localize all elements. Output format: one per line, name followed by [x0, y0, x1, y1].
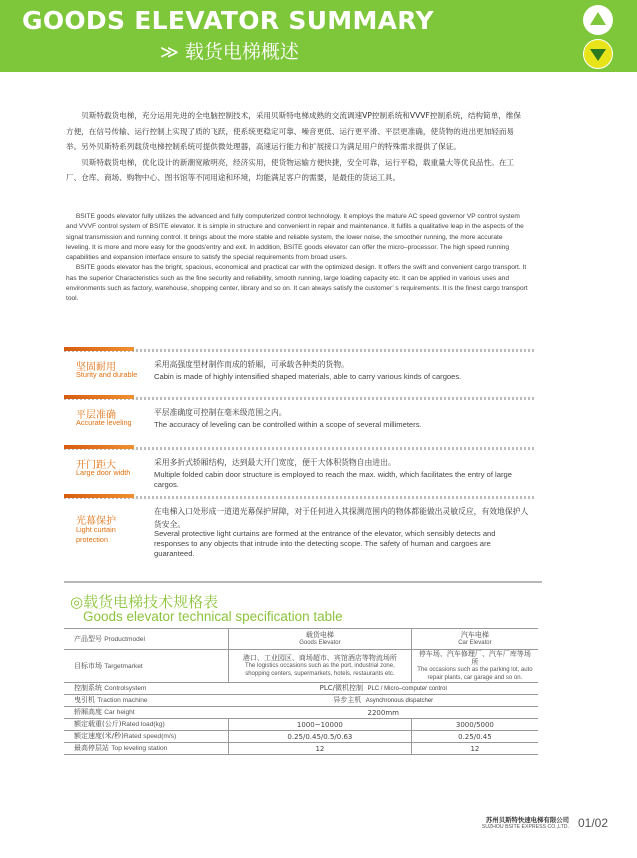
feature-title-cn: 开门距大	[76, 460, 116, 471]
row-label: 曳引机 Traction machine	[64, 695, 229, 707]
table-cell: 1000~10000	[229, 719, 412, 731]
feature-desc-cn: 采用高强度型材制作而成的轿厢，可承载各种类的货物。	[154, 360, 349, 369]
table-row	[64, 683, 538, 695]
spec-title-en: Goods elevator technical specification table	[83, 609, 343, 624]
feature-title-en: Accurate leveling	[76, 418, 132, 427]
chevron-right-icon: ≫	[160, 42, 179, 63]
row-label: 目标市场 Targetmarket	[64, 650, 229, 683]
arrow-up-icon	[590, 12, 606, 25]
table-cell: 0.25/0.45/0.5/0.63	[229, 731, 412, 743]
feature-title-cn: 光幕保护	[76, 516, 116, 527]
page-number: 01/02	[578, 816, 609, 830]
feature-title-en: Large door width	[76, 468, 131, 477]
table-row	[64, 719, 538, 731]
feature-desc-cn: 平层准确度可控制在毫米级范围之内。	[154, 408, 287, 417]
page-header	[0, 0, 637, 72]
row-label: 控制系统 Controlsystem	[64, 683, 229, 695]
feature-title-en: Light curtain protection	[76, 525, 116, 544]
feature-accent-bar	[64, 395, 134, 399]
feature-title-cn: 坚固耐用	[76, 362, 116, 373]
feature-light-curtain	[64, 496, 534, 560]
table-cell: 停车场、汽车修理厂、汽车厂库等场所 The occasions such as the parking lot, auto repair plants, car garage and so on.	[411, 650, 538, 683]
table-row	[64, 707, 538, 719]
company-name-cn: 苏州贝斯特快速电梯有限公司	[485, 816, 569, 824]
company-info	[467, 815, 569, 830]
intro-chinese	[66, 108, 526, 186]
feature-title-en: Sturity and durable	[76, 370, 138, 379]
table-row	[64, 731, 538, 743]
page-title: GOODS ELEVATOR SUMMARY	[22, 6, 434, 35]
company-name-en: SUZHOU BSITE EXPRESS CO.,LTD.	[481, 824, 569, 830]
feature-title-cn: 平层准确	[76, 410, 116, 421]
table-cell: 12	[229, 743, 412, 755]
feature-accent-bar	[64, 445, 134, 449]
row-label: 轿厢高度 Car height	[64, 707, 229, 719]
table-cell: 异步主机 Asynchronous dispatcher	[229, 695, 539, 707]
table-cell: 0.25/0.45	[411, 731, 538, 743]
table-cell: 2200mm	[229, 707, 539, 719]
feature-divider	[64, 496, 534, 499]
feature-sturdy	[64, 349, 534, 399]
feature-divider	[64, 397, 534, 400]
row-label: 额定速度(米/秒)Rated speed(m/s)	[64, 731, 229, 743]
feature-divider	[64, 349, 534, 352]
feature-desc-cn: 在电梯入口处形成一道道光幕保护屏障，对于任何进入其探测范围内的物体都能做出灵敏反应，有效地保护人货安全。	[154, 507, 529, 529]
feature-door-width	[64, 447, 534, 497]
page-subtitle	[160, 37, 299, 64]
previous-page-button[interactable]	[583, 5, 613, 35]
table-cell: 汽车电梯 Car Elevator	[411, 629, 538, 650]
feature-accent-bar	[64, 347, 134, 351]
table-row	[64, 695, 538, 707]
row-label: 最高停层站 Top leveling station	[64, 743, 229, 755]
table-row	[64, 629, 538, 650]
row-label: 额定载重(公斤)Rated load(kg)	[64, 719, 229, 731]
table-cell: 载货电梯 Goods Elevator	[229, 629, 412, 650]
feature-desc-en: Several protective light curtains are formed at the entrance of the elevator, which sensibly detects and responses to any objects that intrude into the detecting scope. The safety of human and cargoes are guaranteed.	[154, 529, 496, 558]
arrow-down-icon	[590, 49, 606, 61]
spec-table	[64, 628, 538, 755]
section-divider	[64, 581, 542, 583]
intro-cn-paragraph-1: 贝斯特载货电梯，充分运用先进的全电脑控制技术，采用贝斯特电梯成熟的交流调速VP控制系统和VVVF控制系统，结构简单，维保方便，在信号传输、运行控制上实现了质的飞跃，使系统更稳定可靠、噪音更低、运行更平滑、平层更准确，使货物的进出更加轻而易举。另外贝斯特系列载货电梯控制系统可提供微处理器，高速运行能力和扩展接口为满足用户的特殊需求提供了保证。	[66, 111, 521, 152]
table-cell: PLC/微机控制 PLC / Micro–computer control	[229, 683, 539, 695]
feature-accent-bar	[64, 494, 134, 498]
intro-english	[66, 212, 528, 305]
table-cell: 3000/5000	[411, 719, 538, 731]
feature-leveling	[64, 397, 534, 447]
table-cell: 港口、工业园区、商场超市、宾馆酒店等物流场所 The logistics occasions such as the port, industrial zone, shopping centers, supermarkets, hotels, restaurants etc.	[229, 650, 412, 683]
feature-divider	[64, 447, 534, 450]
table-row	[64, 650, 538, 683]
feature-desc-en: Multiple folded cabin door structure is employed to reach the max. width, which facilitates the entry of large cargos.	[154, 470, 512, 489]
intro-en-paragraph-1: BSITE goods elevator fully utilizes the advanced and fully computerized control technology. It employs the mature AC speed governor VP control system and VVVF control system of BSITE elevator. It is simple in structure and convenient in repair and maintenance. It fulfils a qualitative leap in the aspects of the signal transmission and running control. It brings about the more stable and reliable system, the lower noise, the smoother running, the more accurate leveling. It is more and more easy for the goods'entry and exit. In addition, BSITE goods elevator can offer the micro–processor. The high speed running capabilities and expansion interface ensure to satisfy the special requirements from broad users.	[66, 213, 524, 262]
table-cell: 12	[411, 743, 538, 755]
intro-en-paragraph-2: BSITE goods elevator has the bright, spacious, economical and practical car with the optimized design. It offers the swift and convenient cargo transport. It has the superior Characteristics such as the fine security and reliability, smooth running, large loading capacity etc. It can be applied in various uses and environments such as factory, warehouse, shopping center, library and so on. It can always satisfy the customer’ s requirements. It is the finest cargo transport tool.	[66, 264, 528, 303]
subtitle-text: 载货电梯概述	[184, 41, 299, 63]
feature-desc-en: The accuracy of leveling can be controlled within a scope of several millimeters.	[154, 420, 422, 429]
feature-desc-en: Cabin is made of highly intensified shaped materials, able to carry various kinds of cargoes.	[154, 372, 462, 381]
next-page-button[interactable]	[583, 39, 613, 69]
spec-title-cn: ◎载货电梯技术规格表	[70, 593, 219, 611]
intro-cn-paragraph-2: 贝斯特载货电梯，优化设计的新潮宽敞明亮，经济实用，使货物运输方便快捷，安全可靠，运行平稳，载重量大等优良品性。在工厂、仓库、商场、购物中心、图书馆等不同用途和环境，均能满足客户的需要，是最佳的货运工具。	[66, 157, 515, 183]
row-label: 产品型号 Productmodel	[64, 629, 229, 650]
table-row	[64, 743, 538, 755]
feature-desc-cn: 采用多折式轿厢结构，达到最大开门宽度，便于大体积货物自由进出。	[154, 458, 396, 467]
